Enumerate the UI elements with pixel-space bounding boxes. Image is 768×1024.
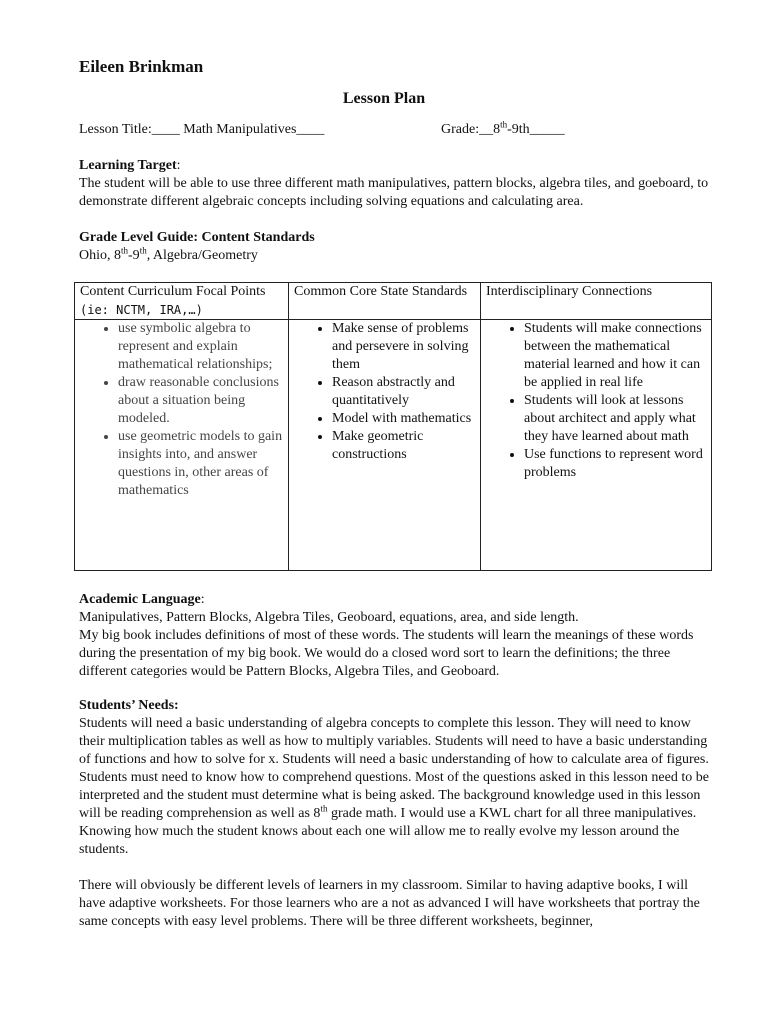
header-focal-points [75, 283, 289, 320]
table-header-row [75, 283, 712, 320]
academic-language-section [79, 591, 711, 681]
header-common-core: Common Core State Standards [289, 283, 481, 320]
lesson-title-blank: ____ [296, 122, 325, 137]
list-item: • draw reasonable conclusions about a situation being modeled. [118, 374, 283, 428]
students-needs-section [79, 697, 711, 931]
grade-guide-state: Ohio, 8 [79, 248, 121, 263]
list-item: • Make geometric constructions [332, 428, 475, 464]
standards-table [74, 282, 712, 571]
header-focal-points-note: (ie: NCTM, IRA,…) [80, 303, 203, 317]
grade-guide-subject: , Algebra/Geometry [146, 248, 258, 263]
grade-guide-sup-b: th [139, 245, 147, 256]
lesson-title-label: Lesson Title:____ [79, 122, 184, 137]
interdisciplinary-list [486, 320, 706, 482]
students-needs-paragraph-1 [79, 715, 711, 859]
students-needs-text-a: Students will need a basic understanding of algebra concepts to complete this lesson. They will need to know their multiplication tables as well as how to multiply variables. Students will need to have a basic understanding of functions and how to solve for x. Students will need a basic understanding of how to calculate area of figures. Students must need to know how to comprehend questions. Most of the questions asked in this lesson need to be interpreted and the student must determine what is being asked. The background knowledge used in this lesson will be reading comprehension as well as 8 [79, 716, 709, 821]
grade-label: Grade:__8 [441, 122, 501, 137]
grade-guide-heading: Grade Level Guide: Content Standards [79, 230, 315, 245]
header-focal-points-title: Content Curriculum Focal Points [80, 284, 266, 299]
list-item: • Students will look at lessons about architect and apply what they have learned about math [524, 392, 706, 446]
grade-guide-range: -9 [128, 248, 140, 263]
grade-line [441, 121, 565, 139]
academic-language-colon: : [200, 592, 205, 607]
students-needs-paragraph-2: There will obviously be different levels of learners in my classroom. Similar to having adaptive books, I will have adaptive worksheets. For those learners who are a not as advanced I will have worksheets that portray the same concepts with easy level problems. There will be three different worksheets, beginner, [79, 878, 700, 929]
list-item: • Reason abstractly and quantitatively [332, 374, 475, 410]
grade-superscript: th [500, 119, 508, 130]
grade-value: -9th_____ [507, 122, 565, 137]
lesson-title-value: Math Manipulatives [183, 122, 297, 137]
academic-language-terms: Manipulatives, Pattern Blocks, Algebra Tiles, Geoboard, equations, area, and side length. [79, 610, 579, 625]
grade-guide-line [79, 247, 711, 265]
common-core-cell [289, 320, 481, 571]
students-needs-text-b: grade math. I would use a KWL chart for all three manipulatives. Knowing how much the student knows about each one will allow me to really evolve my lesson around the students. [79, 806, 697, 857]
header-interdisciplinary: Interdisciplinary Connections [481, 283, 712, 320]
document-title: Lesson Plan [342, 90, 426, 107]
learning-target-text: The student will be able to use three different math manipulatives, pattern blocks, algebra tiles, and goeboard, to demonstrate different algebraic concepts including solving equations and calculating area. [79, 176, 709, 209]
list-item: • Model with mathematics [332, 410, 475, 428]
grade-guide-section [79, 229, 711, 265]
interdisciplinary-cell [481, 320, 712, 571]
grade-guide-sup-a: th [121, 245, 129, 256]
students-needs-sup: th [320, 803, 328, 814]
list-item: • Use functions to represent word problems [524, 446, 706, 482]
author-name: Eileen Brinkman [79, 57, 204, 76]
lesson-title-line [79, 121, 324, 139]
focal-points-cell [75, 320, 289, 571]
students-needs-heading: Students’ Needs: [79, 698, 179, 713]
focal-points-list [80, 320, 283, 500]
table-body-row [75, 320, 712, 571]
academic-language-heading: Academic Language [79, 592, 201, 607]
academic-language-text: My big book includes definitions of most of these words. The students will learn the meanings of these words during the presentation of my big book. We would do a closed word sort to learn the definitions; the three different categories would be Pattern Blocks, Algebra Tiles, and Geoboard. [79, 628, 694, 679]
list-item: • Make sense of problems and persevere in solving them [332, 320, 475, 374]
common-core-list [294, 320, 475, 464]
list-item: • Students will make connections between the mathematical material learned and how it can be applied in real life [524, 320, 706, 392]
list-item: • use symbolic algebra to represent and explain mathematical relationships; [118, 320, 283, 374]
learning-target-heading: Learning Target [79, 158, 177, 173]
list-item: • use geometric models to gain insights into, and answer questions in, other areas of mathematics [118, 428, 283, 500]
learning-target-section [79, 157, 711, 211]
learning-target-colon: : [176, 158, 181, 173]
